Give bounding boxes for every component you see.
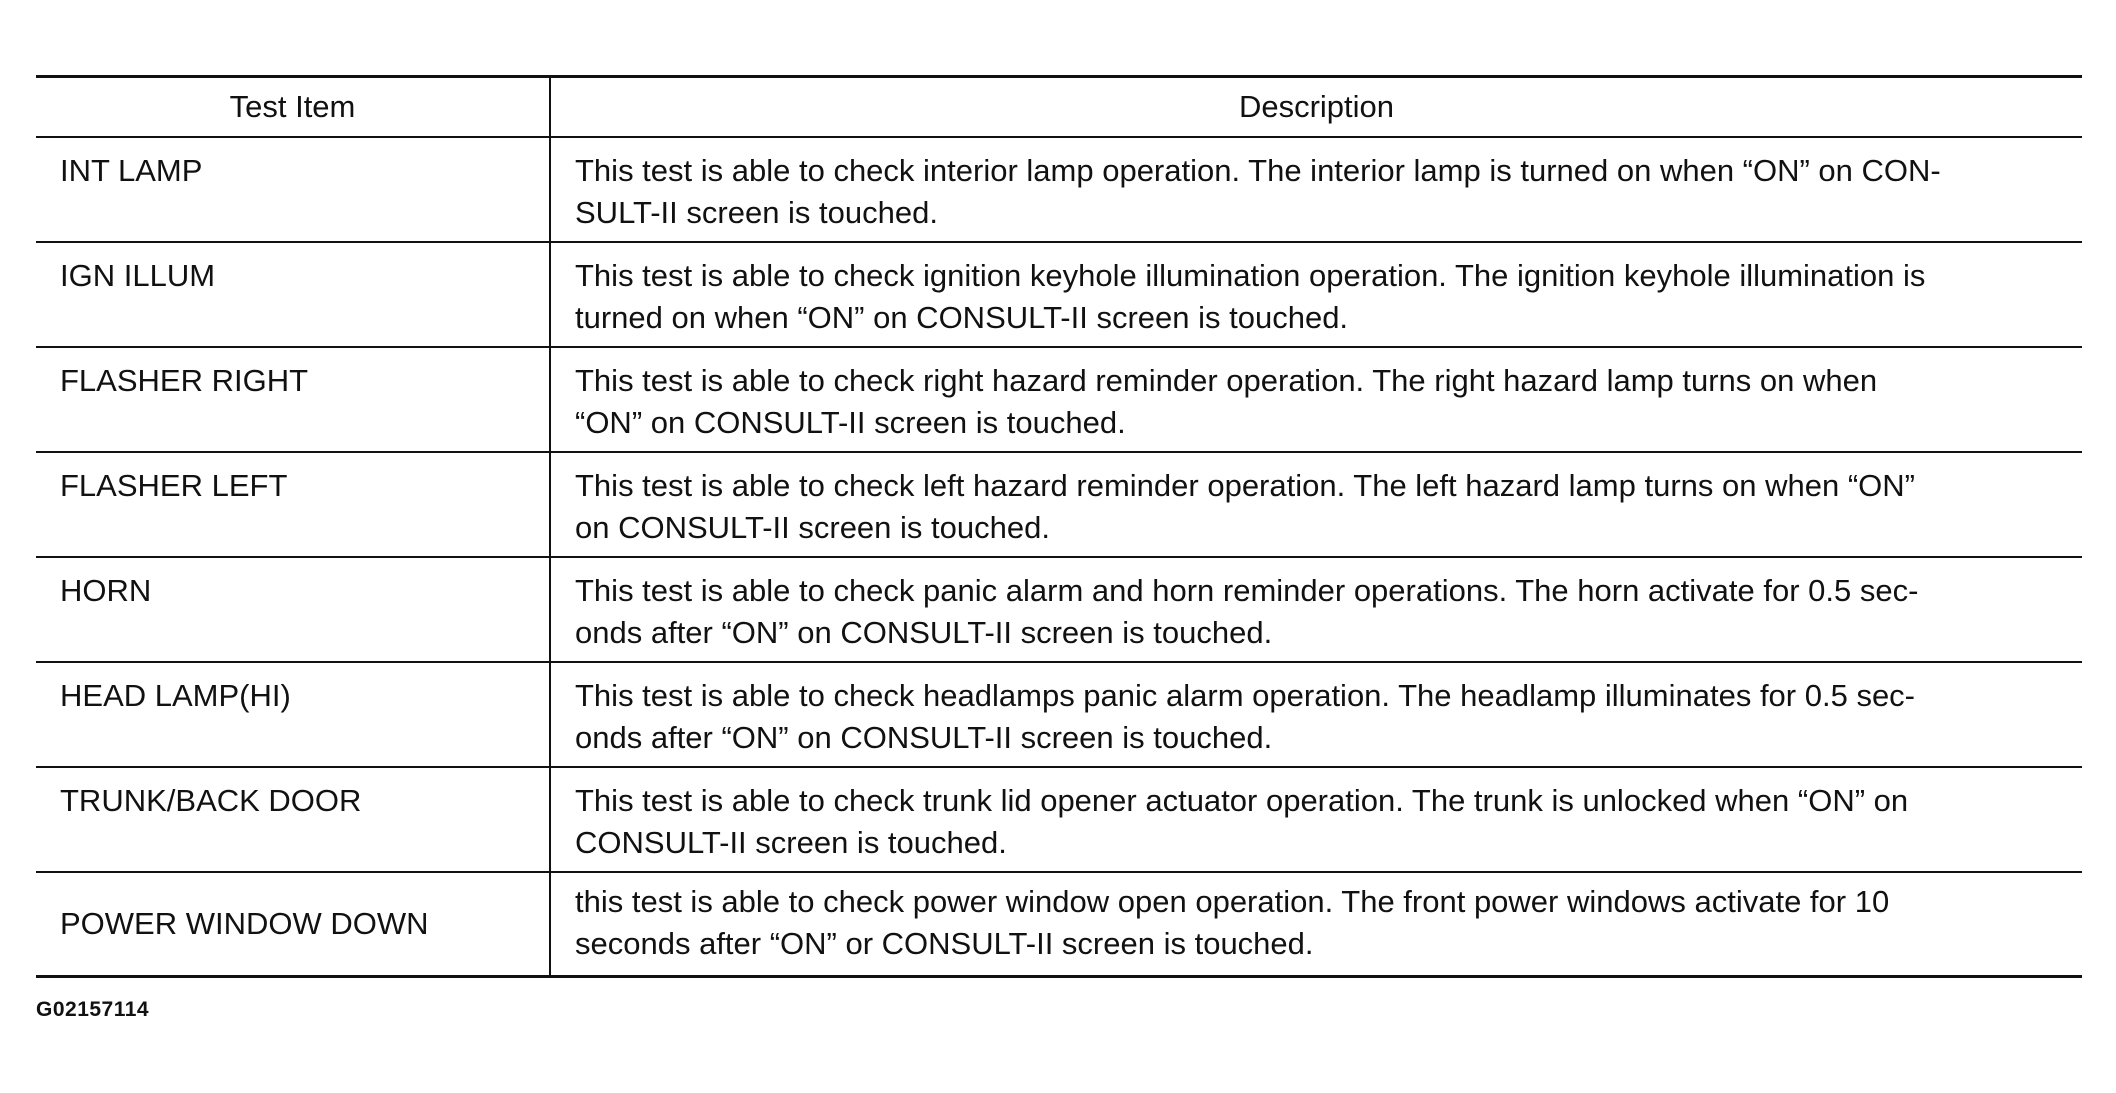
description-cell: This test is able to check ignition keyhole illumination operation. The ignition keyhole illumination is turned on when “ON” on CONSULT-II screen is touched.	[550, 242, 2082, 347]
description-cell: This test is able to check left hazard reminder operation. The left hazard lamp turns on when “ON” on CONSULT-II screen is touched.	[550, 452, 2082, 557]
table-body	[36, 137, 2082, 977]
test-item-cell: POWER WINDOW DOWN	[36, 872, 550, 977]
table-row	[36, 662, 2082, 767]
test-item-cell: IGN ILLUM	[36, 242, 550, 347]
test-item-cell: FLASHER LEFT	[36, 452, 550, 557]
figure-id: G02157114	[36, 998, 150, 1021]
description-cell: This test is able to check headlamps panic alarm operation. The headlamp illuminates for 0.5 sec- onds after “ON” on CONSULT-II screen is touched.	[550, 662, 2082, 767]
table-row	[36, 767, 2082, 872]
description-cell: This test is able to check trunk lid opener actuator operation. The trunk is unlocked when “ON” on CONSULT-II screen is touched.	[550, 767, 2082, 872]
table-row	[36, 347, 2082, 452]
header-description: Description	[550, 77, 2082, 137]
table-header-row	[36, 77, 2082, 137]
header-test-item: Test Item	[36, 77, 550, 137]
description-cell: This test is able to check right hazard reminder operation. The right hazard lamp turns on when “ON” on CONSULT-II screen is touched.	[550, 347, 2082, 452]
table-row	[36, 557, 2082, 662]
description-cell: This test is able to check interior lamp operation. The interior lamp is turned on when “ON” on CON- SULT-II screen is touched.	[550, 137, 2082, 242]
table-row	[36, 137, 2082, 242]
table-row	[36, 242, 2082, 347]
description-cell: This test is able to check panic alarm and horn reminder operations. The horn activate for 0.5 sec- onds after “ON” on CONSULT-II screen is touched.	[550, 557, 2082, 662]
test-item-cell: TRUNK/BACK DOOR	[36, 767, 550, 872]
test-items-table	[36, 75, 2082, 978]
table-row	[36, 872, 2082, 977]
test-item-cell: HORN	[36, 557, 550, 662]
test-item-cell: HEAD LAMP(HI)	[36, 662, 550, 767]
table-row	[36, 452, 2082, 557]
description-cell: this test is able to check power window open operation. The front power windows activate for 10 seconds after “ON” or CONSULT-II screen is touched.	[550, 872, 2082, 977]
test-item-cell: FLASHER RIGHT	[36, 347, 550, 452]
test-item-cell: INT LAMP	[36, 137, 550, 242]
